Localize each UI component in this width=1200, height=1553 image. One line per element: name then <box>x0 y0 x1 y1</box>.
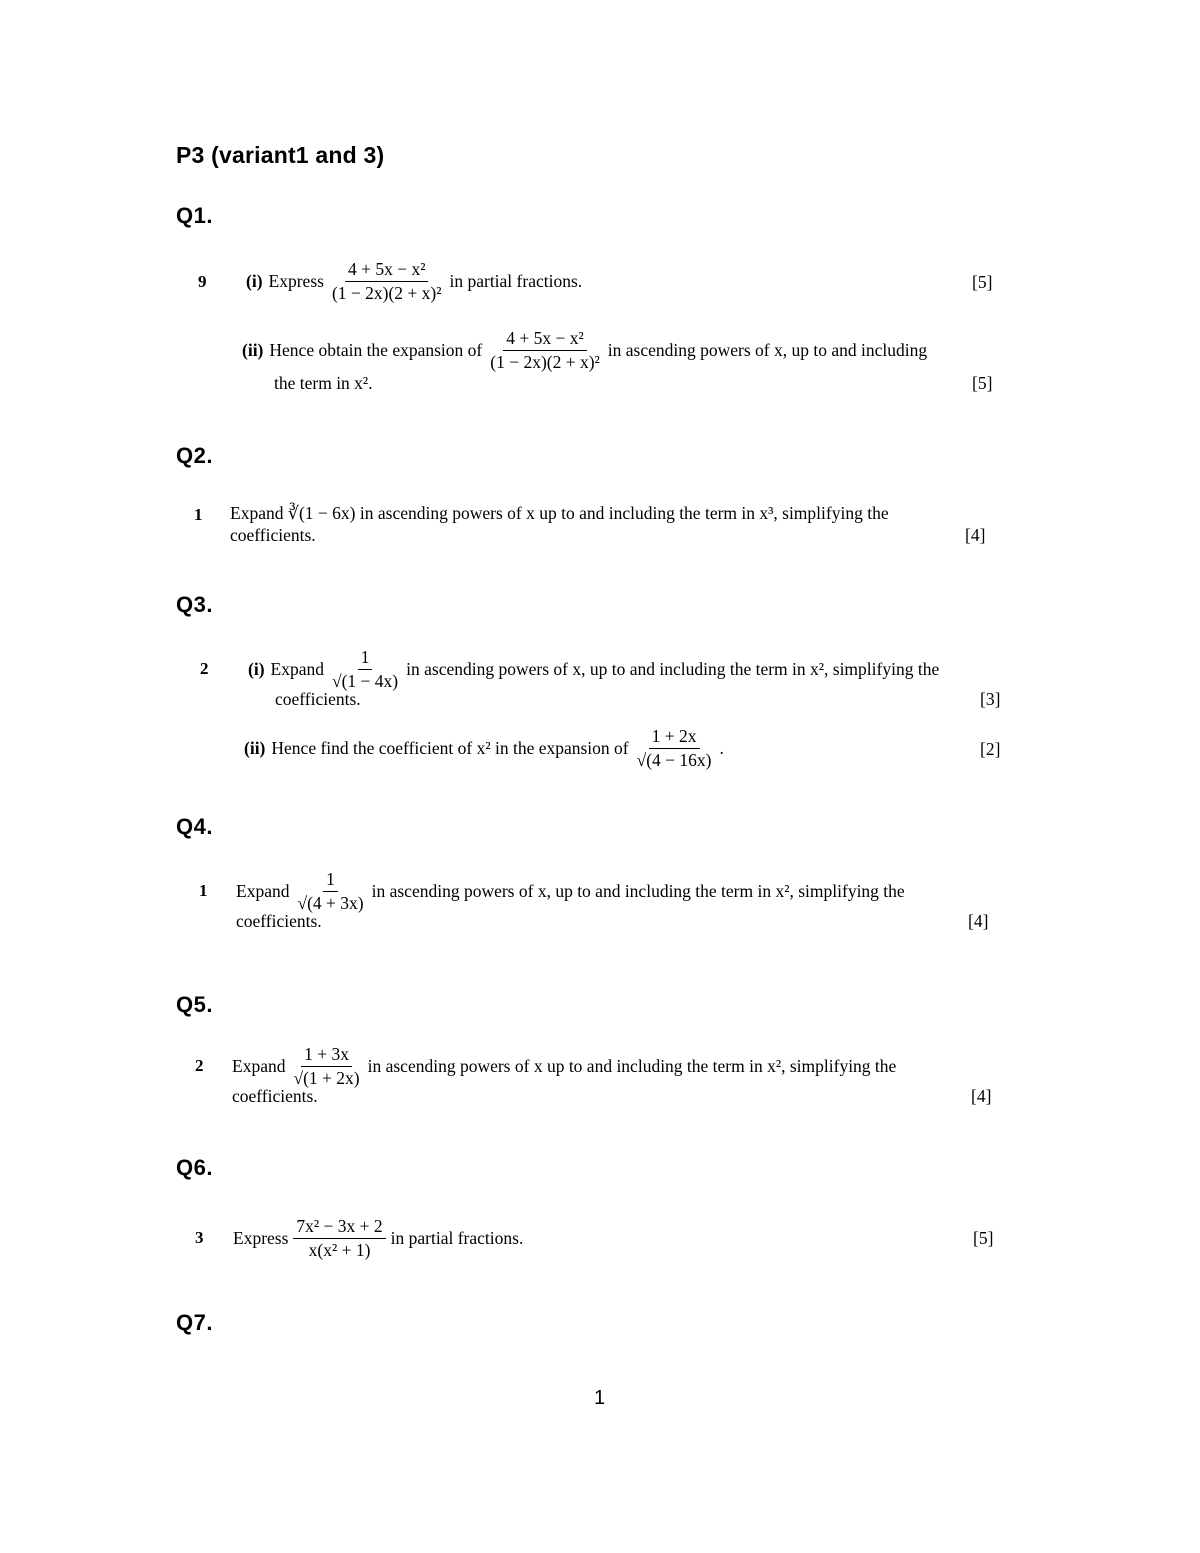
q3-part-i <box>248 644 939 694</box>
question-text-continued: the term in x². <box>274 373 373 393</box>
fraction-denominator: x(x² + 1) <box>308 1239 371 1260</box>
question-label-q1: Q1. <box>176 203 213 228</box>
marks: [4] <box>965 525 986 545</box>
q1-part-ii <box>242 324 927 376</box>
fraction-denominator: √(4 − 16x) <box>636 749 712 770</box>
question-text: in ascending powers of x, up to and including the term in x², simplifying the <box>371 880 905 901</box>
question-label-q6: Q6. <box>176 1155 213 1180</box>
q4-question <box>236 866 905 916</box>
question-text: Expand ∛(1 − 6x) in ascending powers of x up to and including the term in x³, simplifying the <box>230 503 889 523</box>
fraction <box>487 329 603 371</box>
fraction-numerator: 4 + 5x − x² <box>503 329 587 350</box>
q1-part-i <box>246 255 582 307</box>
fraction-denominator: √(4 + 3x) <box>297 892 364 913</box>
part-label: (ii) <box>244 737 266 758</box>
fraction-denominator: √(1 + 2x) <box>293 1067 360 1088</box>
question-label-q3: Q3. <box>176 592 213 617</box>
question-text-continued: coefficients. <box>230 525 316 545</box>
question-text: in partial fractions. <box>390 1227 524 1248</box>
part-label: (i) <box>246 270 263 291</box>
question-text: Expand <box>236 880 290 901</box>
question-text: Hence find the coefficient of x² in the expansion of <box>271 737 629 758</box>
fraction-numerator: 1 <box>323 870 338 891</box>
fraction-numerator: 4 + 5x − x² <box>345 260 429 281</box>
question-text: Expand <box>232 1055 286 1076</box>
marks: [5] <box>972 272 993 292</box>
question-label-q7: Q7. <box>176 1310 213 1335</box>
marks: [3] <box>980 689 1001 709</box>
question-number: 1 <box>199 881 208 900</box>
q3-part-ii <box>244 722 724 774</box>
question-text-continued: coefficients. <box>236 911 322 931</box>
fraction <box>329 648 401 690</box>
question-text: . <box>719 737 724 758</box>
marks: [2] <box>980 739 1001 759</box>
fraction-numerator: 1 + 3x <box>301 1045 352 1066</box>
question-number: 3 <box>195 1228 204 1247</box>
q5-question <box>232 1041 896 1091</box>
question-text: Hence obtain the expansion of <box>269 339 483 360</box>
question-label-q5: Q5. <box>176 992 213 1017</box>
question-text: in ascending powers of x, up to and including <box>607 339 928 360</box>
marks: [5] <box>972 373 993 393</box>
question-text: Express <box>268 270 324 291</box>
question-text: in ascending powers of x, up to and including the term in x², simplifying the <box>406 658 940 679</box>
question-number: 2 <box>195 1056 204 1075</box>
question-text: in ascending powers of x up to and including the term in x², simplifying the <box>367 1055 897 1076</box>
fraction <box>634 727 715 769</box>
page-number: 1 <box>594 1387 606 1409</box>
fraction <box>294 870 366 912</box>
question-text-continued: coefficients. <box>275 689 361 709</box>
fraction-numerator: 1 + 2x <box>649 727 700 748</box>
part-label: (i) <box>248 658 265 679</box>
q6-question <box>233 1212 523 1264</box>
fraction-numerator: 7x² − 3x + 2 <box>293 1217 385 1238</box>
question-number: 2 <box>200 659 209 678</box>
question-number: 1 <box>194 505 203 524</box>
question-label-q4: Q4. <box>176 814 213 839</box>
question-text: Express <box>233 1227 289 1248</box>
question-text: in partial fractions. <box>449 270 583 291</box>
fraction-numerator: 1 <box>358 648 373 669</box>
fraction-denominator: √(1 − 4x) <box>332 670 399 691</box>
question-label-q2: Q2. <box>176 443 213 468</box>
fraction-denominator: (1 − 2x)(2 + x)² <box>331 282 442 303</box>
document-title: P3 (variant1 and 3) <box>176 142 385 168</box>
fraction <box>329 260 445 302</box>
question-text: Expand <box>270 658 324 679</box>
part-label: (ii) <box>242 339 264 360</box>
fraction-denominator: (1 − 2x)(2 + x)² <box>490 351 600 372</box>
marks: [4] <box>968 911 989 931</box>
marks: [5] <box>973 1228 994 1248</box>
question-number: 9 <box>198 272 207 291</box>
fraction <box>293 1217 385 1259</box>
question-text-continued: coefficients. <box>232 1086 318 1106</box>
fraction <box>290 1045 362 1087</box>
marks: [4] <box>971 1086 992 1106</box>
